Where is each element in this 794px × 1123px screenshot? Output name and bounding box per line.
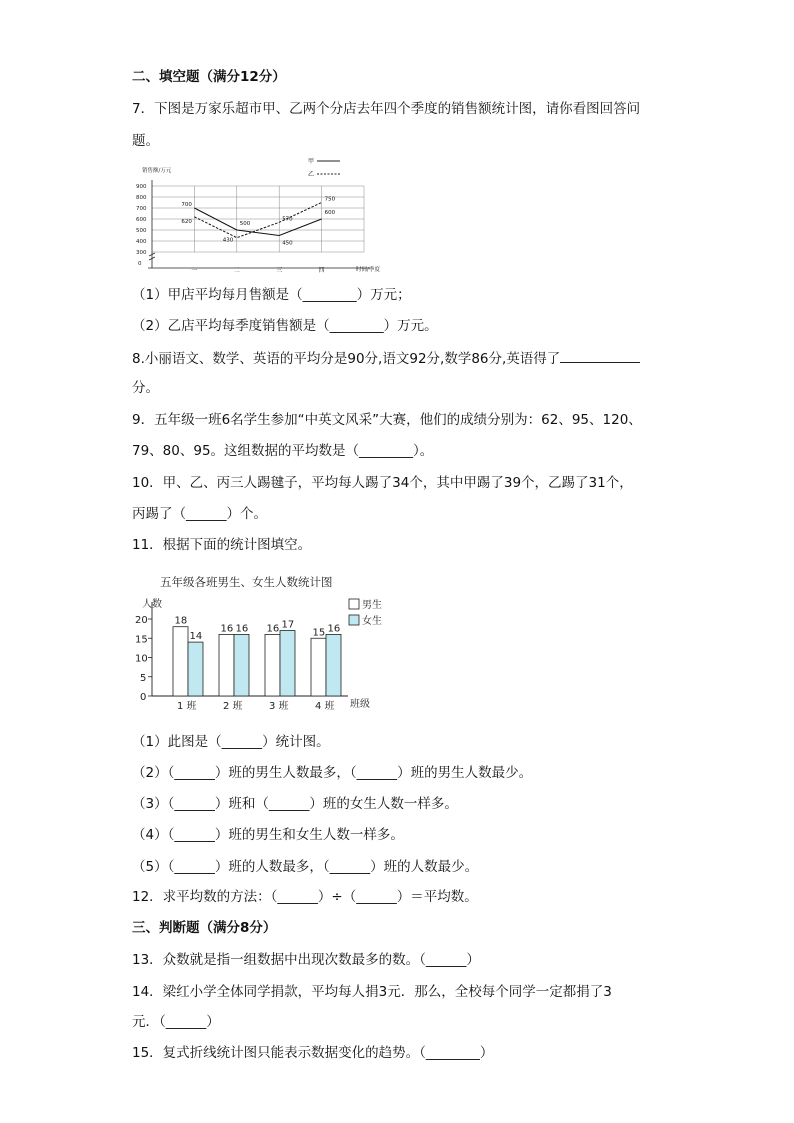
y-tick-label: 5 [140,672,147,684]
bar [265,634,280,696]
section-heading-true-false: 三、判断题（满分8分） [132,920,277,936]
y-tick-label: 0 [140,692,147,703]
y-tick-label: 300 [136,250,147,256]
data-label: 500 [239,221,251,227]
data-label: 700 [181,202,192,208]
section-heading-fill-in: 二、填空题（满分12分） [132,69,286,85]
q10-text-line2: 丙踢了（______）个。 [132,506,267,522]
x-tick-label: 1 班 [177,701,197,712]
series-line [194,208,321,236]
q11-sub1: （1）此图是（______）统计图。 [132,734,330,750]
y-tick-label: 0 [138,261,142,267]
y-axis-label: 人数 [142,599,162,610]
bar [311,638,326,696]
legend-label: 甲 [308,158,315,165]
q14-text-line1: 14．梁红小学全体同学捐款，平均每人捐3元．那么，全校每个同学一定都捐了3 [132,984,612,1000]
bar [234,634,249,696]
bar-value-label: 17 [281,619,295,631]
data-label: 600 [324,210,336,216]
bar-value-label: 14 [189,631,203,643]
x-tick-label: 四 [318,267,325,274]
bar-value-label: 15 [312,627,326,639]
q8-text-line2: 分。 [132,380,159,396]
legend-label: 男生 [362,600,382,611]
q11-sub5: （5）（______）班的人数最多，（______）班的人数最少。 [132,859,479,875]
data-label: 750 [324,196,336,203]
q13-text: 13．众数就是指一组数据中出现次数最多的数。（______） [132,952,480,968]
data-label: 570 [282,216,293,223]
bar [326,634,341,696]
q7-text-line2: 题。 [132,133,159,149]
q10-text-line1: 10．甲、乙、丙三人踢毽子，平均每人踢了34个，其中甲踢了39个，乙踢了31个， [132,475,633,491]
q7-text-line1: 7．下图是万家乐超市甲、乙两个分店去年四个季度的销售额统计图，请你看图回答问 [132,101,641,117]
q11-sub2: （2）（______）班的男生人数最多，（______）班的男生人数最少。 [132,765,533,781]
q9-text-line2: 79、80、95。这组数据的平均数是（________）。 [132,443,434,459]
y-tick-label: 15 [135,634,148,646]
y-tick-label: 10 [135,653,148,665]
data-label: 430 [222,237,234,244]
q15-text: 15．复式折线统计图只能表示数据变化的趋势。（________） [132,1045,494,1061]
x-axis-label: 时间/季度 [356,267,380,273]
q12-text: 12．求平均数的方法：（______）÷（______）＝平均数。 [132,889,478,905]
q8-text-line1 [132,348,640,369]
q8-answer-blank[interactable] [560,348,640,363]
bar [280,631,295,696]
bar-value-label: 16 [235,623,249,635]
q8-text: 8.小丽语文、数学、英语的平均分是90分,语文92分,数学86分,英语得了 [132,351,561,367]
bar [219,634,234,696]
y-tick-label: 700 [136,206,147,212]
data-label: 450 [282,240,293,247]
x-tick-label: 二 [233,267,240,274]
bar [188,642,203,696]
data-label: 620 [181,218,192,225]
legend-label: 乙 [308,171,315,178]
y-tick-label: 20 [135,615,148,626]
bar-chart-title: 五年级各班男生、女生人数统计图 [160,575,333,589]
x-tick-label: 3 班 [269,701,289,712]
class-gender-bar-chart [130,570,400,718]
bar-chart-labels [135,597,382,712]
q7-sub2: （2）乙店平均每季度销售额是（________）万元。 [132,318,438,334]
y-tick-label: 800 [136,195,147,201]
q7-sub1: （1）甲店平均每月售额是（________）万元； [132,287,411,303]
q11-sub4: （4）（______）班的男生和女生人数一样多。 [132,827,404,843]
bar [173,627,188,696]
x-tick-label: 2 班 [223,701,243,712]
sales-line-chart [130,152,390,274]
q9-text-line1: 9．五年级一班6名学生参加“中英文风采”大赛，他们的成绩分别为：62、95、120、 [132,412,642,428]
line-chart-labels [136,157,380,274]
y-axis-label: 销售额/万元 [142,168,172,174]
bar-value-label: 18 [174,615,188,627]
x-tick-label: 一 [191,267,198,274]
legend-label: 女生 [362,616,382,627]
x-axis-label: 班级 [350,699,370,710]
y-tick-label: 900 [136,184,147,190]
bar-value-label: 16 [327,623,341,635]
x-tick-label: 三 [276,267,283,274]
y-tick-label: 400 [136,239,147,245]
x-tick-label: 4 班 [315,701,335,712]
q14-text-line2: 元．（______） [132,1014,220,1030]
y-tick-label: 600 [136,217,147,223]
bar-value-label: 16 [266,623,280,635]
legend-swatch [349,599,359,609]
legend-swatch [349,615,359,625]
bar-value-label: 16 [220,623,234,635]
q11-sub3: （3）（______）班和（______）班的女生人数一样多。 [132,796,458,812]
y-tick-label: 500 [136,228,147,234]
q11-text-line1: 11．根据下面的统计图填空。 [132,537,312,553]
